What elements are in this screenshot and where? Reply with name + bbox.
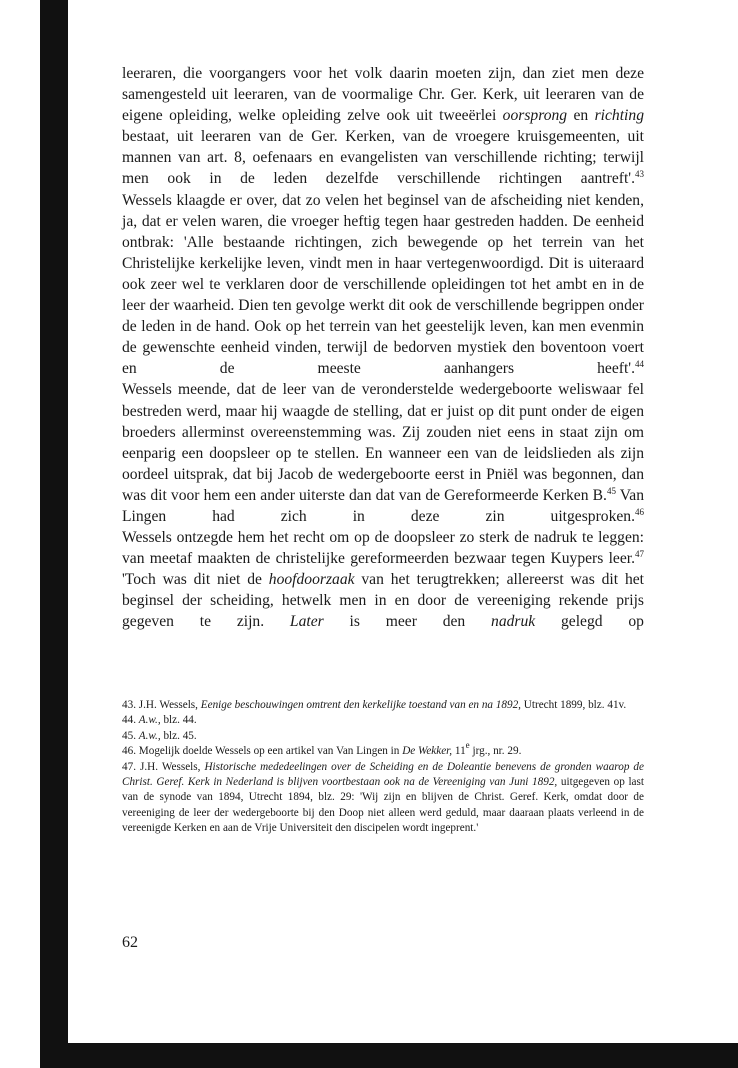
footnote-47: 47. J.H. Wessels, Historische mededeelingen over de Scheiding en de Doleantie benevens de gronden waarop de Christ. Geref. Kerk in Nederland is blijven voortbestaan ook na de Vereeniging van Juni 1892, uitgegeven op last van de synode van 1894, Utrecht 1894, blz. 29: 'Wij zijn en blijven de Christ. Geref. Kerk, omdat door de vereeniging de leer der wedergeboorte bij den Doop niet alleen werd geduld, maar daaraan plaats verleend in de vereenigde Kerken en aan de Vrije Universiteit den discipelen wordt ingeprent.' bbox=[122, 760, 644, 835]
paragraph-1: leeraren, die voorgangers voor het volk daarin moeten zijn, dan ziet men deze samengesteld uit leeraren, van de voormalige Chr. Ger. Kerk, uit leeraren van de eigene opleiding, welke opleiding zelve ook uit tweeërlei oorsprong en richting bestaat, uit leeraren van de Ger. Kerken, van de vroegere kruisgemeenten, uit mannen van art. 8, oefenaars en evangelisten van verschillende richting; terwijl men ook in de leden dezelfde verschillende richtingen aantreft'.$^{43}$ bbox=[122, 65, 644, 188]
footnote-ref-44: 44 bbox=[635, 359, 644, 370]
scan-margin-bottom bbox=[40, 1043, 738, 1068]
footnote-46: 46. Mogelijk doelde Wessels op een artikel van Van Lingen in De Wekker, 11e jrg., nr. 29. bbox=[122, 740, 522, 758]
footnote-ref-46: 46 bbox=[635, 506, 644, 517]
page-number: 62 bbox=[122, 934, 138, 951]
footnote-ref-47: 47 bbox=[635, 549, 644, 560]
footnote-43: 43. J.H. Wessels, Eenige beschouwingen omtrent den kerkelijke toestand van en na 1892, Utrecht 1899, blz. 41v. bbox=[122, 699, 627, 711]
paragraph-2: Wessels klaagde er over, dat zo velen het beginsel van de afscheiding niet kenden, ja, dat er velen waren, die vroeger heftig tegen haar gestreden hadden. De eenheid ontbrak: 'Alle bestaande richtingen, zich bewegende op het terrein van het Christelijke kerkelijke leven, vindt men in haar vertegenwoordigd. Dit is uiteraard ook zeer wel te verklaren door de verschillende opleidingen tot het ambt en in de leer der waarheid. Dien ten gevolge werkt dit ook de verschillende begrippen onder de leden in de hand. Ook op het terrein van het geestelijk leven, kan men evenmin de gewenschte eenheid vinden, terwijl de bedorven mystiek den boventoon voert en de meeste aanhangers heeft'.$^{44}$ bbox=[122, 191, 644, 378]
paragraph-4: Wessels ontzegde hem het recht om op de doopsleer zo sterk de nadruk te leggen: van meetaf maakten de christelijke gereformeerden bezwaar tegen Kuypers leer.$^{47}$ 'Toch was dit niet de hoofdoorzaak van het terugtrekken; allereerst was dit het beginsel der scheiding, hetwelk men in en door de vereeniging rekende prijs gegeven te zijn. Later is meer den nadruk gelegd op bbox=[122, 529, 644, 631]
footnotes bbox=[122, 698, 644, 837]
body-text bbox=[122, 63, 644, 633]
footnote-45: 45. A.w., blz. 45. bbox=[122, 729, 197, 742]
footnote-44: 44. A.w., blz. 44. bbox=[122, 714, 197, 727]
footnote-ref-45: 45 bbox=[606, 485, 616, 496]
paragraph-3: Wessels meende, dat de leer van de veronderstelde wedergeboorte weliswaar fel bestreden werd, maar hij waagde de stelling, dat er juist op dit punt onder de eigen broeders allerminst overeenstemming was. Zij zouden niet eens in staat zijn om eenparig een doopsleer op te stellen. En wanneer een van de leidslieden als zijn oordeel uitsprak, dat bij Jacob de wedergeboorte eerst in Pniël was begonnen, dan was dit voor hem een ander uiterste dan dat van de Gereformeerde Kerken B.$^{45}$ Van Lingen had zich in deze zin uitgesproken.$^{46}$ bbox=[122, 381, 645, 525]
footnote-ref-43: 43 bbox=[635, 169, 644, 180]
scan-margin-left bbox=[40, 0, 68, 1068]
